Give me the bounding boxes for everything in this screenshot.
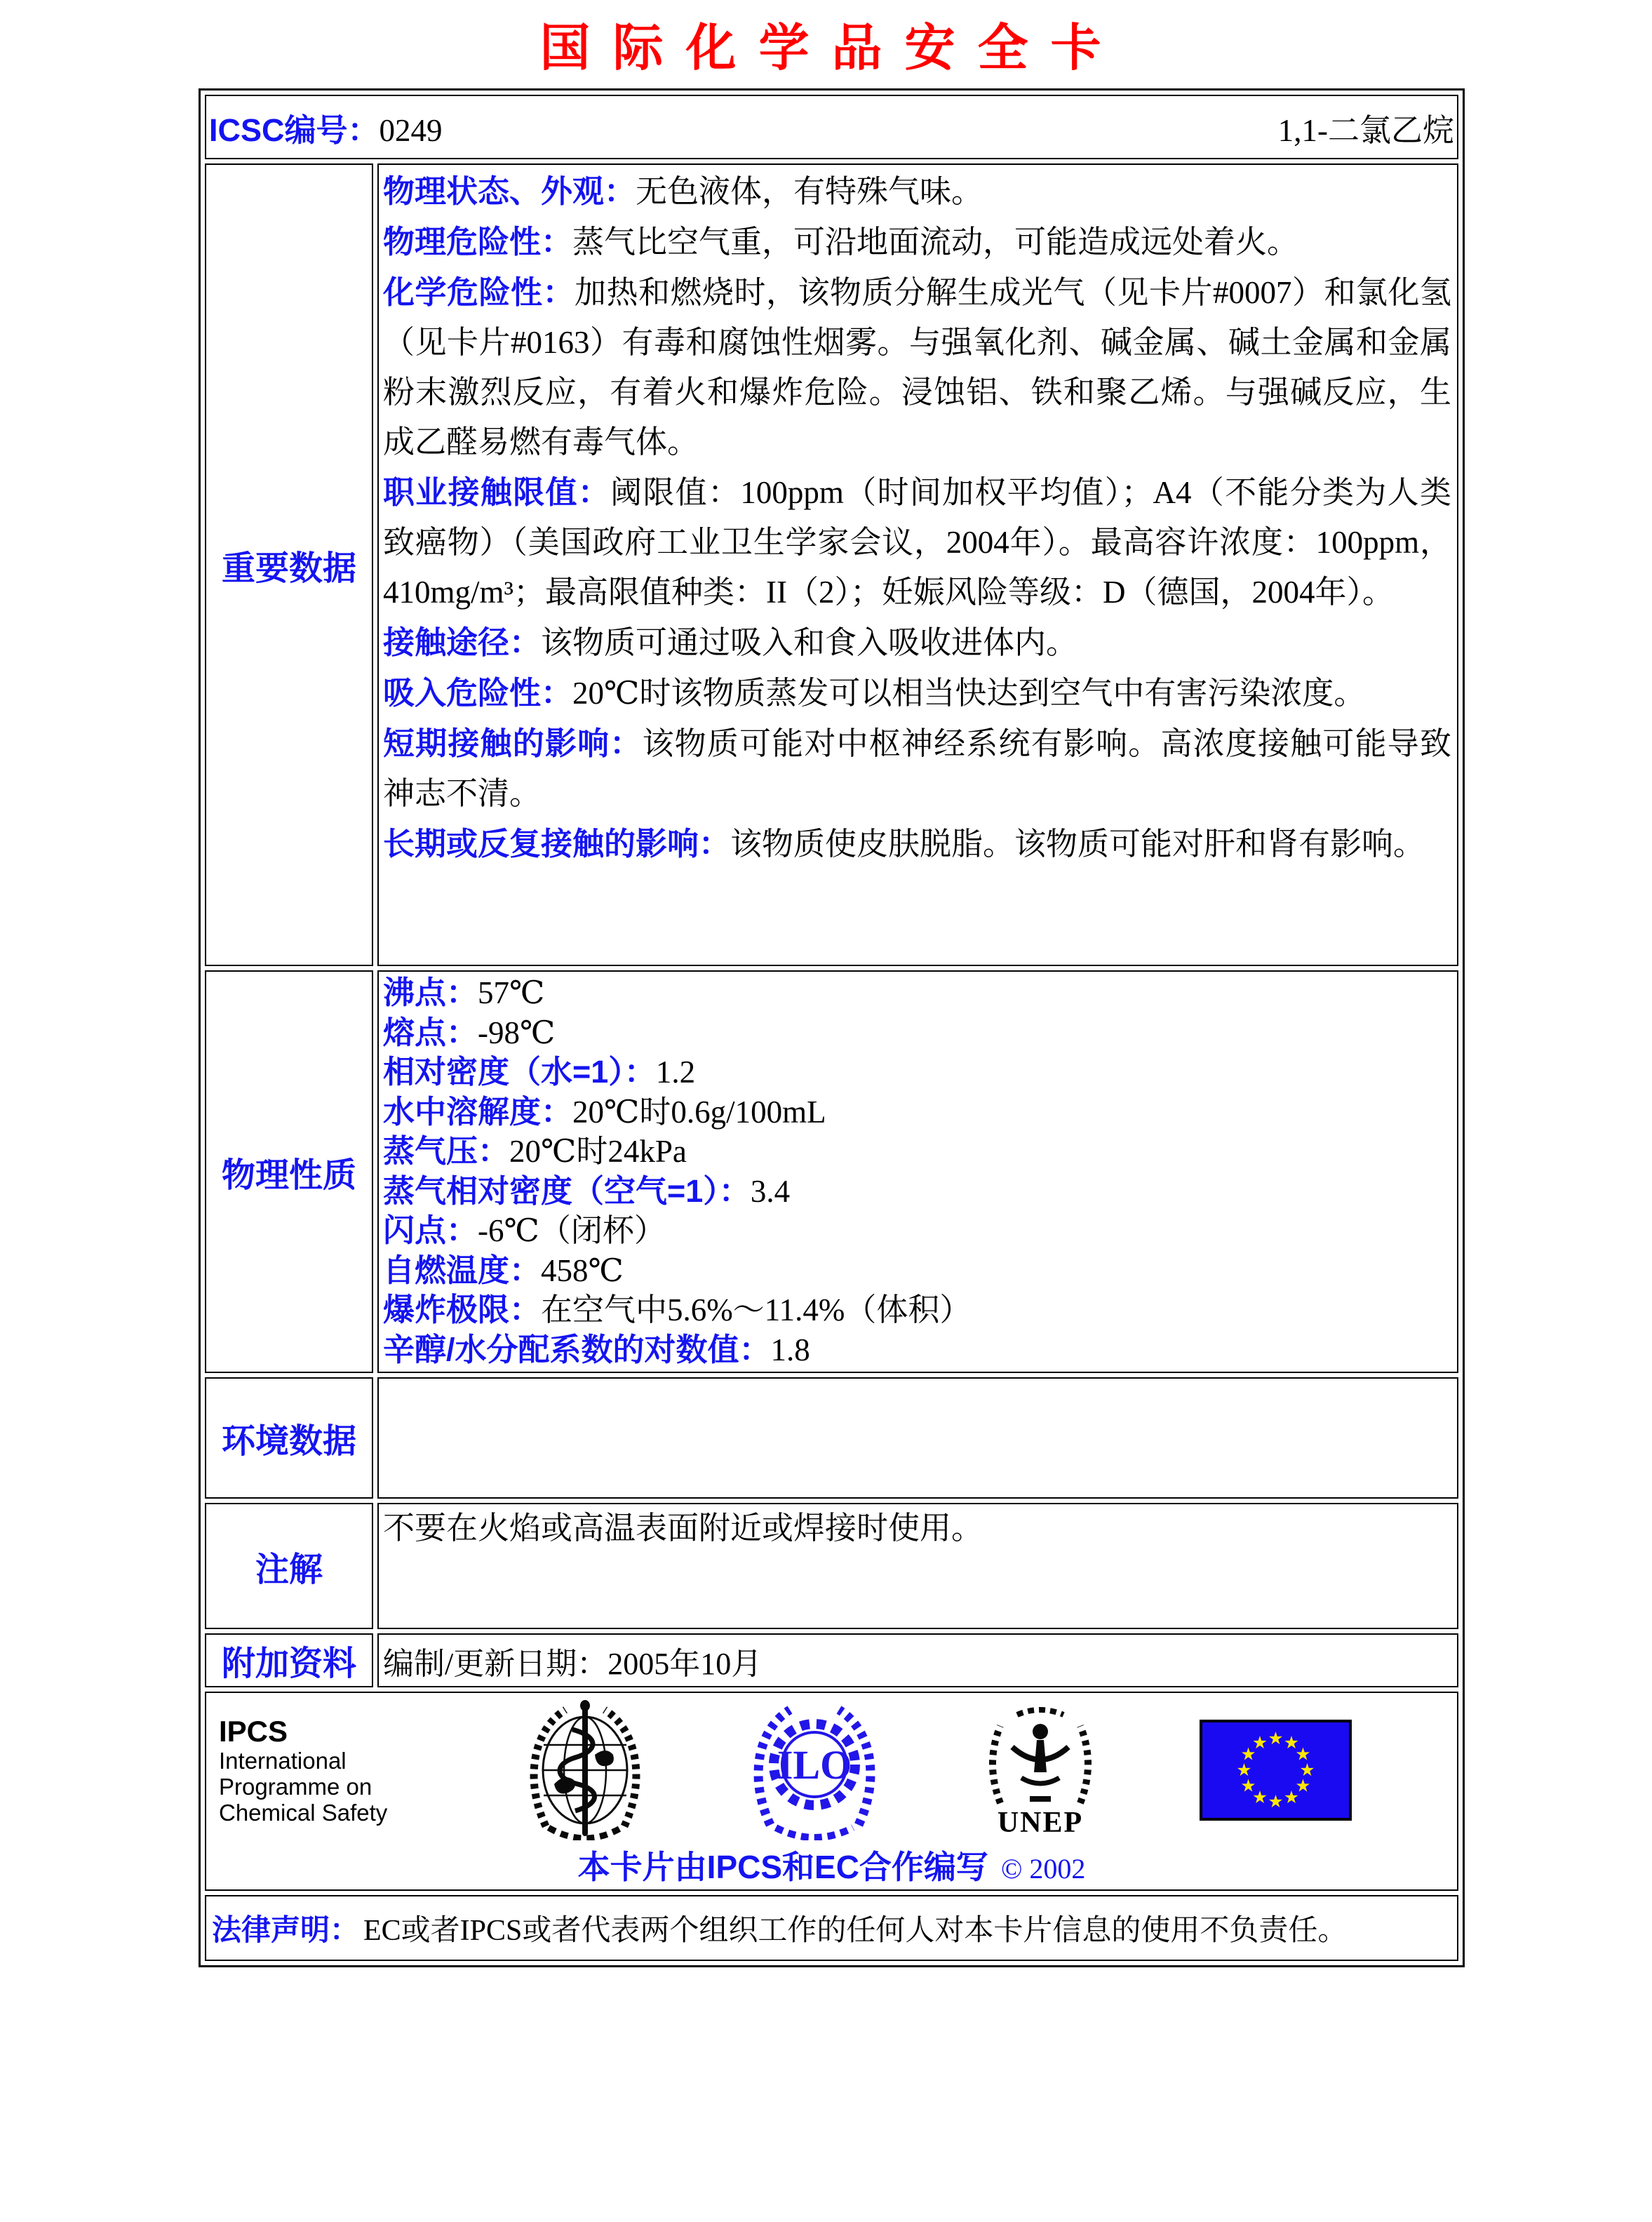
ilo-logo-text: ILO <box>777 1742 852 1788</box>
physical-property-item: 蒸气相对密度（空气=1）：3.4 <box>383 1172 791 1209</box>
who-logo-icon <box>522 1700 648 1840</box>
credit-year: © 2002 <box>1000 1853 1086 1885</box>
logos-row <box>205 1692 1458 1891</box>
legal-label: 法律声明： <box>212 1913 360 1946</box>
icsc-number-group <box>209 105 443 150</box>
physical-property-item: 闪点：-6℃（闭杯） <box>383 1212 666 1248</box>
physical-property-item: 水中溶解度：20℃时0.6g/100mL <box>383 1093 826 1130</box>
credit-line <box>206 1842 1457 1888</box>
ipcs-subtitle-line: Programme on <box>219 1773 372 1800</box>
legal-row <box>205 1895 1458 1961</box>
eu-flag-icon <box>1200 1720 1352 1821</box>
unep-logo-block <box>981 1704 1100 1837</box>
notes-text: 不要在火焰或高温表面附近或焊接时使用。 <box>383 1511 983 1546</box>
update-date-text: 编制/更新日期：2005年10月 <box>383 1646 763 1681</box>
physical-property-item: 自燃温度：458℃ <box>383 1252 624 1288</box>
physical-property-item: 相对密度（水=1）：1.2 <box>383 1054 696 1090</box>
ilo-logo-icon <box>748 1700 881 1840</box>
physical-properties-content <box>377 970 1458 1373</box>
environmental-data-content <box>377 1377 1458 1499</box>
ipcs-title: IPCS <box>219 1714 288 1748</box>
legal-text: EC或者IPCS或者代表两个组织工作的任何人对本卡片信息的使用不负责任。 <box>363 1915 1348 1947</box>
important-item: 吸入危险性：20℃时该物质蒸发可以相当快达到空气中有害污染浓度。 <box>383 675 1366 711</box>
important-item: 化学危险性：加热和燃烧时，该物质分解生成光气（见卡片#0007）和氯化氢（见卡片#0163）有毒和腐蚀性烟雾。与强氧化剂、碱金属、碱土金属和金属粉末激烈反应，有着火和爆炸危险。浸蚀铝、铁和聚乙烯。与强碱反应，生成乙醛易燃有毒气体。 <box>383 274 1451 460</box>
section-label-notes: 注解 <box>205 1503 373 1629</box>
icsc-number-label: ICSC编号： <box>209 112 380 148</box>
physical-property-item: 熔点：-98℃ <box>383 1014 556 1050</box>
physical-property-item: 蒸气压：20℃时24kPa <box>383 1133 687 1169</box>
chemical-name: 1,1-二氯乙烷 <box>1277 112 1454 148</box>
section-label-important: 重要数据 <box>205 163 373 966</box>
important-item: 物理状态、外观：无色液体，有特殊气味。 <box>383 173 983 209</box>
header-cell <box>205 95 1458 159</box>
logos-cell <box>205 1692 1458 1891</box>
header-row <box>205 95 1458 159</box>
physical-property-item: 爆炸极限：在空气中5.6%～11.4%（体积） <box>383 1292 972 1327</box>
credit-text: 本卡片由IPCS和EC合作编写 <box>577 1849 988 1885</box>
additional-info-row <box>205 1633 1458 1687</box>
icsc-number-value: 0249 <box>379 112 443 148</box>
ipcs-text-block <box>219 1715 422 1826</box>
important-item: 职业接触限值：阈限值：100ppm（时间加权平均值）；A4（不能分类为人类致癌物）（美国政府工业卫生学家会议，2004年）。最高容许浓度：100ppm，410mg/m³；最高限值种类：II（2）；妊娠风险等级：D（德国，2004年）。 <box>383 474 1451 610</box>
important-item: 长期或反复接触的影响：该物质使皮肤脱脂。该物质可能对肝和肾有影响。 <box>383 826 1425 862</box>
notes-content <box>377 1503 1458 1629</box>
additional-info-content <box>377 1633 1458 1687</box>
page-title: 国际化学品安全卡 <box>539 20 1124 76</box>
physical-property-item: 辛醇/水分配系数的对数值：1.8 <box>383 1331 810 1367</box>
section-label-physical: 物理性质 <box>205 970 373 1373</box>
unep-logo-text: UNEP <box>997 1807 1084 1839</box>
important-item: 短期接触的影响：该物质可能对中枢神经系统有影响。高浓度接触可能导致神志不清。 <box>383 725 1451 811</box>
physical-property-item: 沸点：57℃ <box>383 975 545 1010</box>
important-item: 物理危险性：蒸气比空气重，可沿地面流动，可能造成远处着火。 <box>383 224 1299 260</box>
important-item: 接触途径：该物质可通过吸入和食入吸收进体内。 <box>383 624 1078 660</box>
unep-logo-icon <box>981 1704 1100 1809</box>
important-data-row <box>205 163 1458 966</box>
physical-properties-row <box>205 970 1458 1373</box>
safety-card-table <box>199 88 1465 1967</box>
ipcs-subtitle-line: International <box>219 1747 347 1774</box>
environmental-data-row <box>205 1377 1458 1499</box>
legal-cell <box>205 1895 1458 1961</box>
important-data-content <box>377 163 1458 966</box>
notes-row <box>205 1503 1458 1629</box>
section-label-environment: 环境数据 <box>205 1377 373 1499</box>
ipcs-subtitle-line: Chemical Safety <box>219 1799 388 1826</box>
section-label-additional: 附加资料 <box>205 1633 373 1687</box>
